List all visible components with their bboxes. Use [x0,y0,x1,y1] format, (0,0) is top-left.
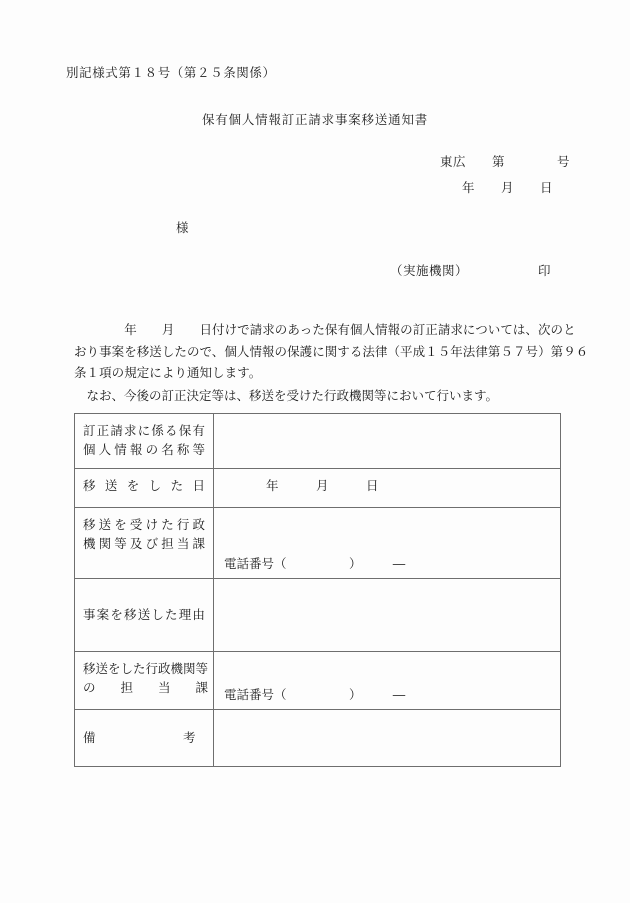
form-table-body [75,414,561,767]
row-label-line: 備 考 [83,730,196,745]
body-text [74,319,589,406]
row-label [75,652,213,704]
row-label-cell [75,652,214,710]
row-label-line: 移 送 を し た 日 [83,478,205,493]
table-row [75,414,561,469]
row-label-line: の 担 当 課 [83,680,209,695]
row-value [214,710,560,724]
form-table [74,413,561,767]
issuing-agency-label: （実施機関） [390,263,469,278]
table-row [75,579,561,652]
row-value-cell[interactable] [214,652,561,710]
row-label [75,710,213,754]
row-label-line: 移 送 を 受 け た 行 政 [83,517,205,532]
body-line-3: 条１項の規定により通知します。 [74,365,262,380]
row-value-cell[interactable] [214,469,561,508]
table-row [75,652,561,710]
row-label-cell [75,508,214,579]
row-label-line: 事 案 を 移 送 し た 理 由 [83,607,205,622]
row-label [75,508,213,560]
page-title: 保有個人情報訂正請求事案移送通知書 [201,112,429,127]
row-value-cell[interactable] [214,508,561,579]
row-label [75,469,213,502]
row-value: 年 月 日 [266,478,379,493]
row-label-line: 機 関 等 及 び 担 当 課 [83,536,205,551]
row-value-cell[interactable] [214,579,561,652]
document-number: 東広 第 号 [440,154,571,169]
row-label-line: 移送をした行政機関等 [83,661,209,676]
row-label [75,414,213,466]
table-row [75,710,561,767]
addressee-honorific: 様 [176,220,189,235]
row-label-cell [75,469,214,508]
table-row [75,508,561,579]
row-label-cell [75,579,214,652]
seal-icon: 印 [538,263,551,278]
row-label-cell [75,710,214,767]
row-value [214,579,560,593]
row-value [214,414,560,428]
row-label [75,579,213,631]
body-line-1: 年 月 日付けで請求のあった保有個人情報の訂正請求については、次のと [74,322,576,337]
row-value: 電話番号（ ） ― [224,556,406,571]
row-label-line: 個 人 情 報 の 名 称 等 [83,442,205,457]
row-value-cell[interactable] [214,710,561,767]
body-line-2: おり事案を移送したので、個人情報の保護に関する法律（平成１５年法律第５７号）第９６ [74,343,589,359]
row-label-cell [75,414,214,469]
form-number: 別記様式第１８号（第２５条関係） [66,65,276,80]
body-note: なお、今後の訂正決定等は、移送を受けた行政機関等において行います。 [74,387,499,403]
row-value-cell[interactable] [214,414,561,469]
row-value: 電話番号（ ） ― [224,687,406,702]
document-date: 年 月 日 [462,180,554,195]
table-row [75,469,561,508]
row-label-line: 訂 正 請 求 に 係 る 保 有 [83,423,205,438]
